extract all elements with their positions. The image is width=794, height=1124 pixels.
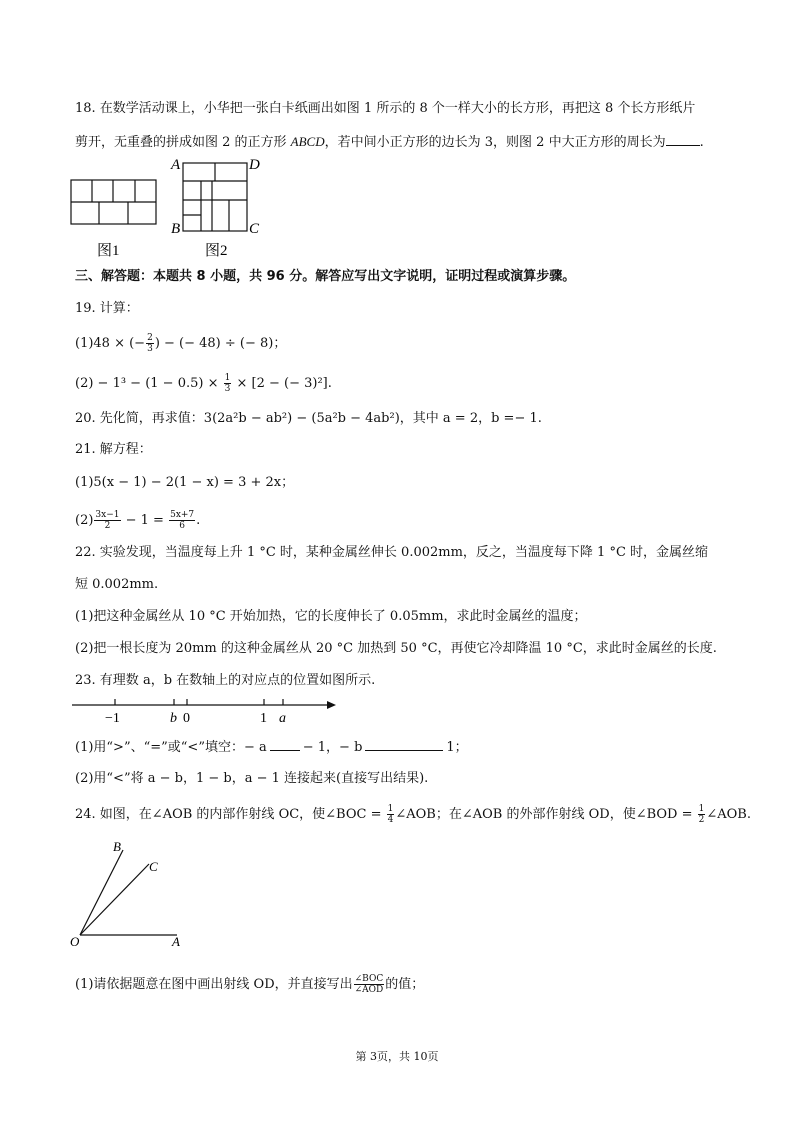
q18-abcd: ABCD [290, 134, 325, 149]
q24-p1-start: (1)请依据题意在图中画出射线 OD，并直接写出 [75, 977, 353, 992]
angle-figure [65, 838, 195, 953]
tick-zero: 0 [183, 711, 190, 726]
q21-num2: 5x+7 [170, 510, 195, 520]
q21-p2-start: (2) [75, 513, 94, 528]
q18-line2-b: ，若中间小正方形的边长为 3，则图 2 中大正方形的周长为 [324, 135, 666, 150]
q21-num1: 3x−1 [95, 510, 120, 520]
q19-p1-fraction [146, 333, 154, 354]
q19-p2-den: 3 [224, 384, 231, 394]
q18-line1: 18. 在数学活动课上，小华把一张白卡纸画出如图 1 所示的 8 个一样大小的长方形，再把这 8 个长方形纸片 [75, 101, 696, 116]
q21-p2-mid: − 1 = [121, 513, 169, 528]
q22-line2: 短 0.002mm. [75, 577, 159, 592]
page-footer: 第 3页，共 10页 [355, 1050, 439, 1063]
q23-part2: (2)用“<”将 a − b，1 − b，a − 1 连接起来(直接写出结果). [75, 771, 429, 786]
q19-part2 [75, 373, 332, 394]
q23-p1-end: 1； [446, 740, 468, 755]
label-A: A [171, 157, 181, 173]
q19-p1-num: 2 [147, 333, 153, 343]
q19-p1-den: 3 [147, 344, 153, 354]
q23-blank-2 [365, 738, 443, 751]
tick-minus-one: −1 [105, 711, 120, 726]
q24-mid: ∠AOB；在∠AOB 的外部作射线 OD，使∠BOD = [395, 807, 697, 822]
q18-line2-end: . [699, 135, 704, 150]
q23-part1 [75, 738, 468, 757]
q24-num1: 1 [387, 804, 394, 814]
q19-p2-end: × [2 − (− 3)²]. [232, 376, 332, 391]
q24-start: 24. 如图，在∠AOB 的内部作射线 OC，使∠BOC = [75, 807, 386, 822]
q22-part2: (2)把一根长度为 20mm 的这种金属丝从 20 °C 加热到 50 °C，再使它冷却降温 10 °C，求此时金属丝的长度. [75, 641, 717, 656]
tick-b: b [170, 711, 177, 726]
section-3-heading: 三、解答题：本题共 8 小题，共 96 分。解答应写出文字说明，证明过程或演算步骤。 [75, 269, 576, 284]
q18-line2-a: 剪开，无重叠的拼成如图 2 的正方形 [75, 135, 291, 150]
q22-part1: (1)把这种金属丝从 10 °C 开始加热，它的长度伸长了 0.05mm，求此时金属丝的温度； [75, 609, 587, 624]
q21-part1: (1)5(x − 1) − 2(1 − x) = 3 + 2x； [75, 475, 295, 490]
fig1-caption: 图1 [97, 243, 120, 259]
q21-den1: 2 [104, 521, 111, 531]
angle-label-B: B [113, 839, 121, 854]
q24-part1 [75, 974, 424, 995]
q19-p2-num: 1 [224, 373, 231, 383]
q24-num2: 1 [698, 804, 705, 814]
q23-blank-1 [270, 738, 300, 751]
q19-p2-start: (2) − 1³ − (1 − 0.5) × [75, 376, 223, 391]
q23-p1-start: (1)用“>”、“=”或“<”填空：− a [75, 740, 267, 755]
tick-one: 1 [260, 711, 267, 726]
angle-label-C: C [149, 859, 158, 874]
q24-fraction-1 [387, 804, 395, 825]
label-D: D [249, 157, 260, 173]
q23-title: 23. 有理数 a，b 在数轴上的对应点的位置如图所示. [75, 673, 376, 688]
angle-label-A: A [172, 934, 180, 949]
q24-den2: 2 [698, 815, 705, 825]
fig2-caption: 图2 [205, 243, 228, 259]
q24-p1-fraction [354, 974, 385, 995]
q24-p1-den: ∠AOD [354, 985, 384, 995]
q24-fraction-2 [698, 804, 706, 825]
figure-1 [71, 180, 156, 224]
q24-text [75, 804, 751, 825]
q21-p2-end: . [196, 513, 201, 528]
number-line [70, 695, 345, 730]
q18-figures [65, 155, 275, 260]
q22-line1: 22. 实验发现，当温度每上升 1 °C 时，某种金属丝伸长 0.002mm，反之，当温度每下降 1 °C 时，金属丝缩 [75, 545, 709, 560]
q19-part1 [75, 333, 286, 354]
q19-p1-start: (1)48 × (− [75, 336, 146, 351]
figure-2 [183, 163, 247, 231]
q24-den1: 4 [387, 815, 394, 825]
q24-p1-end: 的值； [385, 977, 425, 992]
label-C: C [249, 221, 260, 237]
label-B: B [171, 221, 181, 237]
q19-p1-end: ) − (− 48) ÷ (− 8)； [154, 336, 287, 351]
q21-fraction-1 [94, 510, 120, 531]
q24-end: ∠AOB. [706, 807, 751, 822]
q18-line2 [75, 133, 704, 152]
q18-answer-blank [666, 133, 700, 146]
q19-p2-fraction [224, 373, 232, 394]
q21-den2: 6 [179, 521, 185, 531]
q21-title: 21. 解方程： [75, 442, 152, 457]
q19-title: 19. 计算： [75, 301, 139, 316]
q20-text: 20. 先化简，再求值：3(2a²b − ab²) − (5a²b − 4ab²)，其中 a = 2，b =− 1. [75, 411, 542, 426]
tick-a: a [279, 711, 286, 726]
q21-fraction-2 [169, 510, 195, 531]
angle-label-O: O [70, 934, 80, 949]
q24-p1-num: ∠BOC [354, 974, 384, 984]
q23-p1-mid: − 1，− b [302, 740, 363, 755]
q21-part2 [75, 510, 200, 531]
